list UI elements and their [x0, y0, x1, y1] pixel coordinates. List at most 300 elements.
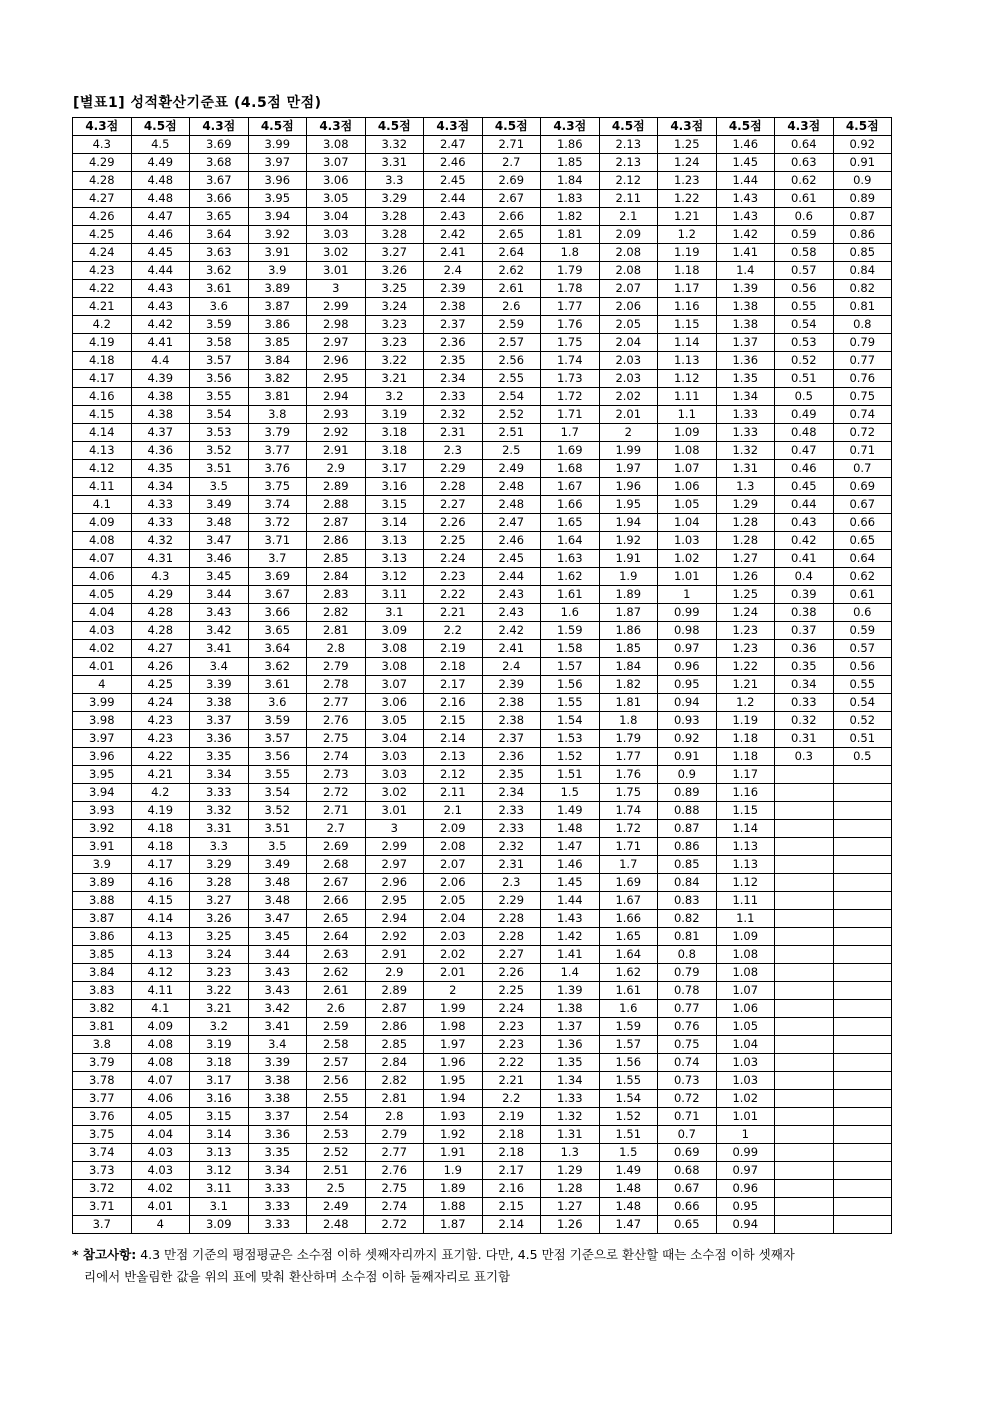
table-cell: 1.63 — [541, 550, 600, 568]
table-cell: 3.24 — [365, 298, 424, 316]
table-cell: 3.81 — [73, 1018, 132, 1036]
table-cell: 1.12 — [716, 874, 775, 892]
table-cell: 0.3 — [775, 748, 834, 766]
table-cell — [775, 892, 834, 910]
table-cell — [833, 766, 892, 784]
table-row — [73, 784, 892, 802]
table-cell: 2.01 — [424, 964, 483, 982]
table-cell: 3.65 — [190, 208, 249, 226]
table-cell: 1.99 — [599, 442, 658, 460]
table-cell: 0.51 — [775, 370, 834, 388]
table-row — [73, 298, 892, 316]
table-cell: 3.97 — [73, 730, 132, 748]
table-cell: 1.64 — [541, 532, 600, 550]
table-cell: 3.96 — [73, 748, 132, 766]
table-cell: 4.32 — [131, 532, 190, 550]
table-cell: 3.36 — [248, 1126, 307, 1144]
table-cell: 2.64 — [482, 244, 541, 262]
table-cell: 2.43 — [424, 208, 483, 226]
table-cell: 3.04 — [307, 208, 366, 226]
table-cell: 2.29 — [424, 460, 483, 478]
table-cell: 1.83 — [541, 190, 600, 208]
table-cell: 3.23 — [190, 964, 249, 982]
table-cell: 3.09 — [365, 622, 424, 640]
table-cell: 2.1 — [424, 802, 483, 820]
table-cell: 3.1 — [365, 604, 424, 622]
table-cell: 3.33 — [190, 784, 249, 802]
table-cell: 1.6 — [599, 1000, 658, 1018]
table-cell: 3.59 — [190, 316, 249, 334]
column-header: 4.3점 — [190, 118, 249, 136]
table-cell — [775, 1144, 834, 1162]
table-cell: 1.14 — [716, 820, 775, 838]
table-row — [73, 1216, 892, 1234]
table-cell: 2.24 — [482, 1000, 541, 1018]
table-cell: 0.94 — [658, 694, 717, 712]
table-cell: 2.19 — [482, 1108, 541, 1126]
table-cell: 1.32 — [541, 1108, 600, 1126]
table-cell: 3.31 — [365, 154, 424, 172]
table-cell: 2.09 — [424, 820, 483, 838]
table-cell: 0.99 — [658, 604, 717, 622]
table-cell: 2.51 — [482, 424, 541, 442]
table-cell: 3.34 — [190, 766, 249, 784]
table-cell: 4.18 — [131, 820, 190, 838]
table-row — [73, 622, 892, 640]
table-cell: 1.19 — [658, 244, 717, 262]
table-cell: 1.56 — [599, 1054, 658, 1072]
table-cell: 2.45 — [482, 550, 541, 568]
table-cell: 2.2 — [482, 1090, 541, 1108]
table-cell: 1.09 — [716, 928, 775, 946]
table-cell: 2.56 — [307, 1072, 366, 1090]
table-row — [73, 1144, 892, 1162]
table-cell: 2.7 — [482, 154, 541, 172]
table-cell: 0.68 — [658, 1162, 717, 1180]
table-cell: 2.28 — [424, 478, 483, 496]
table-cell: 2.83 — [307, 586, 366, 604]
table-cell — [775, 1126, 834, 1144]
table-cell: 0.86 — [658, 838, 717, 856]
table-cell: 1.69 — [599, 874, 658, 892]
table-cell: 1.34 — [716, 388, 775, 406]
table-cell: 4.21 — [73, 298, 132, 316]
table-cell: 2.12 — [424, 766, 483, 784]
table-cell: 1.97 — [424, 1036, 483, 1054]
table-cell: 4.08 — [73, 532, 132, 550]
table-cell: 4.05 — [73, 586, 132, 604]
table-cell: 2.17 — [482, 1162, 541, 1180]
table-cell: 4.04 — [73, 604, 132, 622]
table-cell: 1.47 — [541, 838, 600, 856]
note-label: * 참고사항: — [72, 1247, 137, 1262]
table-cell: 2.45 — [424, 172, 483, 190]
table-cell: 3.68 — [190, 154, 249, 172]
table-cell: 4.1 — [131, 1000, 190, 1018]
table-cell: 0.67 — [658, 1180, 717, 1198]
table-cell: 0.54 — [775, 316, 834, 334]
table-cell: 2.77 — [307, 694, 366, 712]
column-header: 4.3점 — [73, 118, 132, 136]
table-cell: 0.99 — [716, 1144, 775, 1162]
table-cell: 1.27 — [541, 1198, 600, 1216]
table-cell: 4.25 — [73, 226, 132, 244]
table-cell: 4.37 — [131, 424, 190, 442]
table-cell: 2.4 — [424, 262, 483, 280]
table-row — [73, 370, 892, 388]
table-row — [73, 280, 892, 298]
table-cell: 3.24 — [190, 946, 249, 964]
table-cell: 0.79 — [833, 334, 892, 352]
table-cell: 1.29 — [541, 1162, 600, 1180]
table-cell: 4.23 — [73, 262, 132, 280]
table-cell: 1.92 — [424, 1126, 483, 1144]
table-row — [73, 1018, 892, 1036]
table-cell: 1.13 — [658, 352, 717, 370]
table-row — [73, 208, 892, 226]
table-cell: 2.03 — [599, 370, 658, 388]
table-cell: 2.84 — [307, 568, 366, 586]
table-cell: 2.3 — [424, 442, 483, 460]
table-cell: 1.51 — [541, 766, 600, 784]
table-cell: 2.95 — [365, 892, 424, 910]
table-cell: 0.66 — [833, 514, 892, 532]
table-row — [73, 874, 892, 892]
table-cell: 2.44 — [424, 190, 483, 208]
table-cell: 0.65 — [658, 1216, 717, 1234]
table-cell: 1.95 — [424, 1072, 483, 1090]
table-cell: 2.06 — [599, 298, 658, 316]
table-cell: 3.93 — [73, 802, 132, 820]
column-header: 4.3점 — [424, 118, 483, 136]
table-cell: 4.38 — [131, 406, 190, 424]
table-cell: 3.95 — [73, 766, 132, 784]
table-cell: 3.01 — [307, 262, 366, 280]
table-cell: 2.13 — [599, 154, 658, 172]
table-cell: 3.62 — [190, 262, 249, 280]
table-cell: 3.51 — [248, 820, 307, 838]
table-cell: 4.29 — [73, 154, 132, 172]
table-cell: 1.3 — [541, 1144, 600, 1162]
table-cell: 1.88 — [424, 1198, 483, 1216]
table-cell: 1.29 — [716, 496, 775, 514]
table-cell: 2.84 — [365, 1054, 424, 1072]
table-cell: 1.12 — [658, 370, 717, 388]
table-cell: 2.07 — [599, 280, 658, 298]
table-cell: 1.78 — [541, 280, 600, 298]
table-cell: 4.39 — [131, 370, 190, 388]
table-cell: 3.25 — [365, 280, 424, 298]
table-cell: 1.75 — [599, 784, 658, 802]
table-cell: 1.43 — [716, 208, 775, 226]
table-row — [73, 226, 892, 244]
table-cell: 2.79 — [307, 658, 366, 676]
table-cell: 1.48 — [599, 1198, 658, 1216]
table-cell: 2.55 — [307, 1090, 366, 1108]
table-cell: 2.74 — [307, 748, 366, 766]
table-cell: 1.67 — [541, 478, 600, 496]
table-cell: 2.19 — [424, 640, 483, 658]
table-cell: 1.85 — [541, 154, 600, 172]
table-cell: 1.03 — [716, 1054, 775, 1072]
table-cell: 2.9 — [365, 964, 424, 982]
table-cell: 0.41 — [775, 550, 834, 568]
table-cell: 2.05 — [599, 316, 658, 334]
table-cell: 2.17 — [424, 676, 483, 694]
table-cell: 1.62 — [541, 568, 600, 586]
table-cell: 3.91 — [248, 244, 307, 262]
table-cell: 1.28 — [541, 1180, 600, 1198]
table-cell: 1.57 — [599, 1036, 658, 1054]
table-cell: 1.23 — [716, 622, 775, 640]
table-cell: 1.64 — [599, 946, 658, 964]
table-cell: 2.59 — [307, 1018, 366, 1036]
table-cell: 2.3 — [482, 874, 541, 892]
table-cell: 3.33 — [248, 1198, 307, 1216]
table-cell: 1.94 — [424, 1090, 483, 1108]
table-cell: 0.5 — [833, 748, 892, 766]
table-cell: 3.38 — [248, 1090, 307, 1108]
table-cell: 3.89 — [73, 874, 132, 892]
table-cell: 1.86 — [599, 622, 658, 640]
table-cell: 3.77 — [248, 442, 307, 460]
table-cell: 3.47 — [190, 532, 249, 550]
table-cell: 3.03 — [365, 748, 424, 766]
table-cell: 3.67 — [248, 586, 307, 604]
table-cell: 0.7 — [833, 460, 892, 478]
table-cell: 0.78 — [658, 982, 717, 1000]
table-cell: 2.67 — [482, 190, 541, 208]
table-row — [73, 1036, 892, 1054]
table-cell — [775, 1072, 834, 1090]
table-cell: 1.8 — [541, 244, 600, 262]
table-cell: 2.68 — [307, 856, 366, 874]
table-cell: 3.35 — [190, 748, 249, 766]
table-cell: 0.56 — [775, 280, 834, 298]
table-cell: 4.48 — [131, 190, 190, 208]
table-cell: 1.51 — [599, 1126, 658, 1144]
table-cell: 4.23 — [131, 730, 190, 748]
table-cell: 3.63 — [190, 244, 249, 262]
table-cell: 3.66 — [248, 604, 307, 622]
table-cell: 1.01 — [658, 568, 717, 586]
table-cell: 3.06 — [307, 172, 366, 190]
table-cell: 4.15 — [73, 406, 132, 424]
table-cell: 2.02 — [599, 388, 658, 406]
table-cell: 2.81 — [365, 1090, 424, 1108]
table-cell: 1.86 — [541, 136, 600, 154]
table-cell: 2.96 — [307, 352, 366, 370]
table-cell: 2.51 — [307, 1162, 366, 1180]
table-cell: 1.37 — [716, 334, 775, 352]
table-cell: 2.22 — [482, 1054, 541, 1072]
table-cell: 2.65 — [482, 226, 541, 244]
table-cell: 3.71 — [248, 532, 307, 550]
table-cell: 1.1 — [658, 406, 717, 424]
table-cell: 4.24 — [131, 694, 190, 712]
table-cell: 3.11 — [365, 586, 424, 604]
table-cell: 2.04 — [424, 910, 483, 928]
table-cell: 3.43 — [248, 982, 307, 1000]
table-cell: 0.94 — [716, 1216, 775, 1234]
table-cell: 3.8 — [73, 1036, 132, 1054]
table-cell: 2.27 — [424, 496, 483, 514]
table-cell: 1.84 — [541, 172, 600, 190]
table-cell: 0.91 — [833, 154, 892, 172]
table-cell: 4.18 — [73, 352, 132, 370]
table-cell: 4.13 — [131, 946, 190, 964]
table-cell: 3.14 — [190, 1126, 249, 1144]
table-cell: 1.22 — [658, 190, 717, 208]
table-cell: 0.75 — [658, 1036, 717, 1054]
table-row — [73, 496, 892, 514]
table-cell: 3.15 — [190, 1108, 249, 1126]
table-cell: 0.93 — [658, 712, 717, 730]
table-cell: 3.3 — [190, 838, 249, 856]
column-header: 4.3점 — [541, 118, 600, 136]
table-cell: 2.33 — [482, 802, 541, 820]
table-cell — [833, 1144, 892, 1162]
table-cell: 1.89 — [424, 1180, 483, 1198]
table-cell: 3.84 — [73, 964, 132, 982]
table-cell: 1.46 — [541, 856, 600, 874]
table-cell: 3.87 — [73, 910, 132, 928]
table-cell: 2.35 — [424, 352, 483, 370]
table-cell: 0.38 — [775, 604, 834, 622]
table-cell: 0.56 — [833, 658, 892, 676]
table-row — [73, 946, 892, 964]
table-cell: 1.67 — [599, 892, 658, 910]
table-cell: 3.78 — [73, 1072, 132, 1090]
table-cell: 2.46 — [482, 532, 541, 550]
table-cell: 3.22 — [365, 352, 424, 370]
table-cell: 3.43 — [190, 604, 249, 622]
table-cell: 3.84 — [248, 352, 307, 370]
table-row — [73, 244, 892, 262]
table-cell: 2.42 — [482, 622, 541, 640]
table-cell: 2.21 — [424, 604, 483, 622]
table-cell: 1.72 — [599, 820, 658, 838]
table-cell: 1.92 — [599, 532, 658, 550]
table-cell: 0.35 — [775, 658, 834, 676]
table-cell: 3.18 — [365, 442, 424, 460]
table-cell: 4.12 — [73, 460, 132, 478]
table-row — [73, 1162, 892, 1180]
table-cell: 3.13 — [190, 1144, 249, 1162]
table-cell: 0.87 — [658, 820, 717, 838]
table-cell: 0.92 — [658, 730, 717, 748]
table-cell: 1.81 — [541, 226, 600, 244]
table-cell — [833, 1000, 892, 1018]
table-cell: 2.07 — [424, 856, 483, 874]
table-cell: 3.45 — [248, 928, 307, 946]
table-cell: 3.91 — [73, 838, 132, 856]
table-cell: 1.82 — [599, 676, 658, 694]
table-cell: 4.13 — [73, 442, 132, 460]
table-cell: 1.74 — [599, 802, 658, 820]
table-cell: 2.13 — [424, 748, 483, 766]
table-cell: 2.69 — [482, 172, 541, 190]
table-cell — [833, 928, 892, 946]
table-cell: 2.69 — [307, 838, 366, 856]
table-row — [73, 1180, 892, 1198]
table-cell — [775, 1162, 834, 1180]
table-cell: 3.25 — [190, 928, 249, 946]
table-cell: 2.54 — [307, 1108, 366, 1126]
table-cell: 1.76 — [599, 766, 658, 784]
table-cell: 1.46 — [716, 136, 775, 154]
table-cell: 4.49 — [131, 154, 190, 172]
table-row — [73, 1126, 892, 1144]
table-cell: 3.16 — [190, 1090, 249, 1108]
table-cell: 1.57 — [541, 658, 600, 676]
table-cell: 2.52 — [307, 1144, 366, 1162]
table-cell: 3.58 — [190, 334, 249, 352]
table-cell: 2.71 — [307, 802, 366, 820]
table-cell: 2.55 — [482, 370, 541, 388]
table-cell: 4.26 — [73, 208, 132, 226]
table-cell: 1.99 — [424, 1000, 483, 1018]
table-cell: 1.79 — [541, 262, 600, 280]
table-cell: 3.14 — [365, 514, 424, 532]
table-cell: 0.34 — [775, 676, 834, 694]
table-cell: 3.12 — [365, 568, 424, 586]
table-cell: 3.6 — [190, 298, 249, 316]
table-cell: 3.5 — [190, 478, 249, 496]
table-cell: 0.63 — [775, 154, 834, 172]
table-cell: 3.87 — [248, 298, 307, 316]
table-row — [73, 892, 892, 910]
table-cell: 2.28 — [482, 928, 541, 946]
table-cell: 3.65 — [248, 622, 307, 640]
table-cell: 3.03 — [307, 226, 366, 244]
table-cell: 3.74 — [248, 496, 307, 514]
table-cell: 0.4 — [775, 568, 834, 586]
table-cell: 4.42 — [131, 316, 190, 334]
table-cell: 4.43 — [131, 280, 190, 298]
table-cell: 1.38 — [716, 298, 775, 316]
table-cell: 1.7 — [599, 856, 658, 874]
table-row — [73, 694, 892, 712]
table-cell: 3.03 — [365, 766, 424, 784]
table-cell: 0.31 — [775, 730, 834, 748]
table-cell: 0.89 — [833, 190, 892, 208]
table-cell: 1.7 — [541, 424, 600, 442]
table-cell: 1.08 — [716, 946, 775, 964]
table-cell: 1.91 — [424, 1144, 483, 1162]
table-cell: 0.52 — [833, 712, 892, 730]
table-cell: 3.79 — [73, 1054, 132, 1072]
table-row — [73, 334, 892, 352]
table-cell: 2.14 — [482, 1216, 541, 1234]
table-cell: 1.59 — [541, 622, 600, 640]
table-cell: 3.54 — [248, 784, 307, 802]
table-cell: 3.7 — [248, 550, 307, 568]
table-cell — [833, 964, 892, 982]
table-cell: 2.01 — [599, 406, 658, 424]
table-cell — [833, 874, 892, 892]
table-cell — [775, 910, 834, 928]
table-cell: 0.53 — [775, 334, 834, 352]
table-cell: 1.3 — [716, 478, 775, 496]
table-cell: 1.87 — [599, 604, 658, 622]
column-header: 4.5점 — [248, 118, 307, 136]
table-cell: 0.55 — [833, 676, 892, 694]
table-cell: 2.53 — [307, 1126, 366, 1144]
table-cell — [775, 1018, 834, 1036]
table-cell: 2.64 — [307, 928, 366, 946]
column-header: 4.5점 — [131, 118, 190, 136]
